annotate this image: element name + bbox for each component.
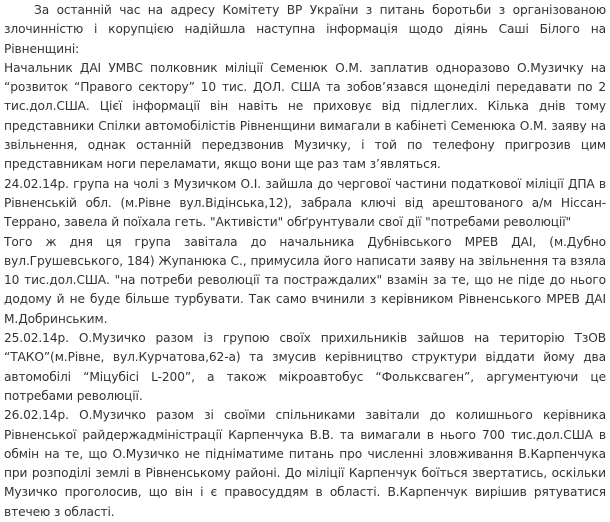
paragraph-24-02: 24.02.14р. група на чолі з Музичком О.І. зайшла до чергової частини податкової міліції ДПА в Рівненській обл. (м.Рівне вул.Відінська,12), забрала ключі від арештованого а/м Ніссан-Террано, завела й поїхала геть. "Активісти" обґрунтували свої дії "потребами революції" — [4, 176, 606, 230]
paragraph-25-02: 25.02.14р. О.Музичко разом із групою своїх прихильників зайшов на територію ТзОВ “ТАКО”(м.Рівне, вул.Курчатова,62-а) та змусив керівництво структури віддати йому два автомобілі “Міцубісі L-200”, а також мікроавтобус “Фольксваген”, аргументуючи це потребами революції. — [4, 331, 606, 403]
paragraph-intro: За останній час на адресу Комітету ВР України з питань боротьби з організованою злочинністю і корупцією надійшла наступна інформація щодо діянь Саші Білого на Рівненщині: — [4, 3, 606, 56]
paragraph-dubno-mrev: Того ж дня ця група завітала до начальника Дубнівського МРЕВ ДАІ, (м.Дубно вул.Грушевського, 184) Жупанюка С., примусила його написати заяву на звільнення та взяла 10 тис.дол.США. "на потреби революції та постраждалих" взамін за те, що не піде до нього додому й не буде більше турбувати. Так само вчинили з керівником Рівненського МРЕВ ДАІ М.Добринським. — [4, 234, 606, 326]
paragraph-dai-semenyuk: Начальник ДАІ УМВС полковник міліції Семенюк О.М. заплатив одноразово О.Музичку на “розвиток “Правого сектору” 10 тис. ДОЛ. США та зобов’язався щонеділі передавати по 2 тис.дол.США. Цієї інформації він навіть не приховує від підлеглих. Кілька днів тому представники Спілки автомобілістів Рівненщини вимагали в кабінеті Семенюка О.М. заяву на звільнення, однак останній передзвонив Музичку, і той по телефону пригрозив цим представникам ноги переламати, якщо вони ще раз там з’являться. — [4, 60, 606, 172]
paragraph-26-02: 26.02.14р. О.Музичко разом зі своїми спільниками завітали до колишнього керівника Рівненської райдержадміністрації Карпенчука В.В. та вимагали в нього 700 тис.дол.США в обмін на те, що О.Музичко не підніматиме питань про численні зловживання В.Карпенчука при розподілі землі в Рівненському районі. До міліції Карпенчук боїться звертатись, оскільки Музичко проголосив, що він і є правосуддям в області. В.Карпенчук вирішив рятуватися втечею з області. — [4, 408, 606, 519]
